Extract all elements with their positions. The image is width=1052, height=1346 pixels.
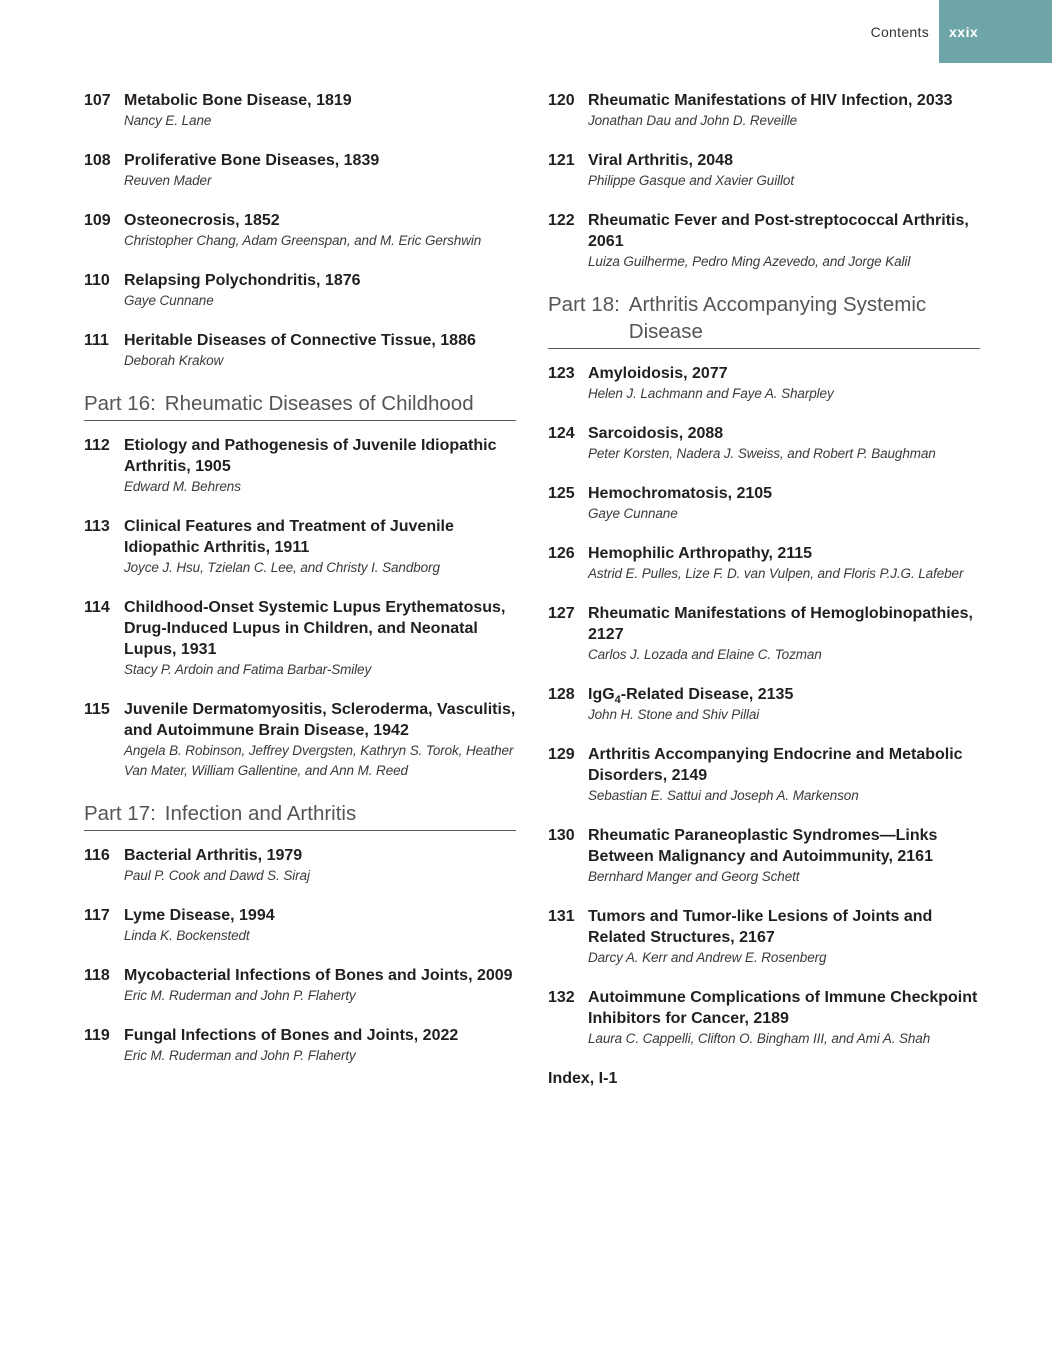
toc-entry[interactable] <box>84 270 516 311</box>
chapter-authors: Helen J. Lachmann and Faye A. Sharpley <box>588 386 834 401</box>
chapter-number: 115 <box>84 701 110 718</box>
chapter-number: 107 <box>84 92 111 109</box>
chapter-number: 117 <box>84 907 110 924</box>
chapter-number: 129 <box>548 746 575 763</box>
chapter-title[interactable]: Rheumatic Paraneoplastic Syndromes—Links Between Malignancy and Autoimmunity, 2161 <box>588 827 938 865</box>
chapter-authors: Christopher Chang, Adam Greenspan, and M. Eric Gershwin <box>124 233 482 248</box>
toc-entry[interactable] <box>548 150 980 191</box>
toc-entry[interactable] <box>84 435 516 497</box>
toc-entry[interactable] <box>548 543 980 584</box>
chapter-title[interactable]: Rheumatic Manifestations of Hemoglobinopathies, 2127 <box>588 605 973 643</box>
chapter-number: 118 <box>84 967 110 984</box>
chapter-authors: Gaye Cunnane <box>124 293 214 308</box>
chapter-title[interactable]: Viral Arthritis, 2048 <box>588 152 733 169</box>
toc-index-link[interactable]: Index, I-1 <box>548 1070 618 1087</box>
chapter-title[interactable]: Autoimmune Complications of Immune Checkpoint Inhibitors for Cancer, 2189 <box>588 989 978 1027</box>
chapter-body <box>124 965 516 1006</box>
running-head: Contents <box>870 23 929 40</box>
chapter-number: 119 <box>84 1027 110 1044</box>
chapter-title[interactable]: Relapsing Polychondritis, 1876 <box>124 272 361 289</box>
chapter-body <box>588 603 980 665</box>
chapter-title[interactable]: Heritable Diseases of Connective Tissue, 1886 <box>124 332 476 349</box>
chapter-number: 121 <box>548 152 575 169</box>
chapter-number: 122 <box>548 212 575 229</box>
chapter-title[interactable]: Fungal Infections of Bones and Joints, 2022 <box>124 1027 459 1044</box>
part-heading <box>548 291 980 349</box>
chapter-authors: Paul P. Cook and Dawd S. Siraj <box>124 868 310 883</box>
chapter-body <box>124 150 516 191</box>
toc-entry[interactable] <box>548 987 980 1049</box>
chapter-title[interactable]: Sarcoidosis, 2088 <box>588 425 724 442</box>
chapter-title-suffix: -Related Disease, 2135 <box>620 686 794 703</box>
chapter-authors: Jonathan Dau and John D. Reveille <box>588 113 798 128</box>
chapter-body <box>588 543 980 584</box>
chapter-authors: Joyce J. Hsu, Tzielan C. Lee, and Christy I. Sandborg <box>124 560 440 575</box>
part-title: Infection and Arthritis <box>164 802 357 825</box>
chapter-title-prefix: IgG <box>588 686 615 703</box>
toc-entry[interactable] <box>84 699 516 781</box>
chapter-number: 123 <box>548 365 575 382</box>
chapter-authors: Eric M. Ruderman and John P. Flaherty <box>124 988 356 1003</box>
chapter-authors: Bernhard Manger and Georg Schett <box>588 869 800 884</box>
toc-entry[interactable] <box>84 210 516 251</box>
chapter-authors: Luiza Guilherme, Pedro Ming Azevedo, and Jorge Kalil <box>588 254 911 269</box>
chapter-title[interactable]: Metabolic Bone Disease, 1819 <box>124 92 352 109</box>
chapter-number: 114 <box>84 599 110 616</box>
toc-entry[interactable] <box>84 965 516 1006</box>
chapter-body <box>124 1025 516 1066</box>
page-header <box>871 0 1052 63</box>
chapter-number: 126 <box>548 545 575 562</box>
chapter-number: 113 <box>84 518 110 535</box>
chapter-number: 128 <box>548 686 575 703</box>
chapter-body <box>124 210 516 251</box>
chapter-body <box>588 483 980 524</box>
chapter-title[interactable]: Arthritis Accompanying Endocrine and Metabolic Disorders, 2149 <box>588 746 963 784</box>
toc-entry[interactable] <box>84 845 516 886</box>
toc-entry[interactable] <box>548 744 980 806</box>
part-label: Part 17: <box>84 802 156 825</box>
chapter-body <box>124 516 516 578</box>
page-number: xxix <box>949 23 979 40</box>
toc-entry[interactable] <box>84 1025 516 1066</box>
chapter-body <box>588 744 980 806</box>
chapter-title[interactable]: Lyme Disease, 1994 <box>124 907 275 924</box>
chapter-body <box>124 435 516 497</box>
toc-entry[interactable] <box>84 597 516 680</box>
chapter-number: 108 <box>84 152 111 169</box>
chapter-authors: Reuven Mader <box>124 173 212 188</box>
toc-entry[interactable] <box>548 684 980 725</box>
chapter-number: 132 <box>548 989 575 1006</box>
toc-entry[interactable] <box>548 906 980 968</box>
chapter-number: 116 <box>84 847 110 864</box>
chapter-body <box>588 210 980 272</box>
chapter-authors: Deborah Krakow <box>124 353 224 368</box>
toc-left-column <box>84 90 516 1085</box>
chapter-title[interactable]: Osteonecrosis, 1852 <box>124 212 280 229</box>
chapter-number: 111 <box>84 332 109 349</box>
part-heading <box>84 800 516 831</box>
part-title: Rheumatic Diseases of Childhood <box>164 392 474 415</box>
chapter-title[interactable]: Rheumatic Fever and Post-streptococcal Arthritis, 2061 <box>588 212 969 250</box>
part-heading <box>84 390 516 421</box>
chapter-title[interactable]: Etiology and Pathogenesis of Juvenile Idiopathic Arthritis, 1905 <box>124 437 497 475</box>
chapter-title[interactable]: Amyloidosis, 2077 <box>588 365 728 382</box>
chapter-title[interactable]: Bacterial Arthritis, 1979 <box>124 847 303 864</box>
chapter-body <box>124 905 516 946</box>
toc-entry[interactable] <box>548 825 980 887</box>
part-label: Part 16: <box>84 392 156 415</box>
toc-entry[interactable] <box>548 363 980 404</box>
chapter-number: 125 <box>548 485 575 502</box>
chapter-title[interactable]: Hemophilic Arthropathy, 2115 <box>588 545 813 562</box>
chapter-number: 127 <box>548 605 575 622</box>
chapter-authors: Angela B. Robinson, Jeffrey Dvergsten, Kathryn S. Torok, Heather Van Mater, William Gallentine, and Ann M. Reed <box>124 743 514 778</box>
toc-entry[interactable] <box>84 905 516 946</box>
chapter-title[interactable]: Hemochromatosis, 2105 <box>588 485 773 502</box>
chapter-authors: Carlos J. Lozada and Elaine C. Tozman <box>588 647 822 662</box>
chapter-body <box>588 90 980 131</box>
chapter-authors: Linda K. Bockenstedt <box>124 928 250 943</box>
chapter-authors: Peter Korsten, Nadera J. Sweiss, and Robert P. Baughman <box>588 446 936 461</box>
toc-entry[interactable] <box>548 90 980 131</box>
chapter-title[interactable]: Mycobacterial Infections of Bones and Joints, 2009 <box>124 967 513 984</box>
toc-entry[interactable] <box>84 150 516 191</box>
chapter-title[interactable]: Juvenile Dermatomyositis, Scleroderma, Vasculitis, and Autoimmune Brain Disease, 1942 <box>124 701 516 739</box>
toc-entry[interactable] <box>548 483 980 524</box>
toc-right-column <box>548 90 980 1089</box>
chapter-body <box>124 597 516 680</box>
chapter-authors: Edward M. Behrens <box>124 479 241 494</box>
chapter-body <box>588 825 980 887</box>
chapter-authors: Stacy P. Ardoin and Fatima Barbar-Smiley <box>124 662 372 677</box>
chapter-body <box>588 987 980 1049</box>
chapter-authors: John H. Stone and Shiv Pillai <box>588 707 760 722</box>
toc-entry[interactable] <box>548 210 980 272</box>
toc-entry[interactable] <box>84 516 516 578</box>
chapter-title-subscript: 4 <box>614 694 621 707</box>
chapter-body <box>124 90 516 131</box>
chapter-body <box>588 684 980 725</box>
chapter-title[interactable]: Clinical Features and Treatment of Juvenile Idiopathic Arthritis, 1911 <box>124 518 454 556</box>
page-number-tab <box>939 0 1052 63</box>
chapter-body <box>588 150 980 191</box>
chapter-authors: Astrid E. Pulles, Lize F. D. van Vulpen, and Floris P.J.G. Lafeber <box>588 566 964 581</box>
chapter-number: 124 <box>548 425 575 442</box>
chapter-body <box>588 423 980 464</box>
chapter-body <box>124 699 516 781</box>
chapter-number: 120 <box>548 92 575 109</box>
chapter-authors: Gaye Cunnane <box>588 506 678 521</box>
chapter-authors: Laura C. Cappelli, Clifton O. Bingham III, and Ami A. Shah <box>588 1031 931 1046</box>
chapter-title[interactable]: Rheumatic Manifestations of HIV Infection, 2033 <box>588 92 953 109</box>
chapter-title[interactable]: Childhood-Onset Systemic Lupus Erythematosus, Drug-Induced Lupus in Children, and Neonatal Lupus, 1931 <box>124 599 506 658</box>
toc-entry[interactable] <box>548 603 980 665</box>
chapter-body <box>588 906 980 968</box>
chapter-title[interactable]: Proliferative Bone Diseases, 1839 <box>124 152 380 169</box>
chapter-number: 109 <box>84 212 111 229</box>
chapter-body <box>588 363 980 404</box>
part-label: Part 18: <box>548 293 620 316</box>
chapter-body <box>124 845 516 886</box>
chapter-body <box>124 330 516 371</box>
chapter-number: 112 <box>84 437 110 454</box>
chapter-title[interactable]: Tumors and Tumor-like Lesions of Joints and Related Structures, 2167 <box>588 908 933 946</box>
toc-entry[interactable] <box>84 90 516 131</box>
toc-entry[interactable] <box>84 330 516 371</box>
chapter-authors: Philippe Gasque and Xavier Guillot <box>588 173 794 188</box>
chapter-title[interactable] <box>588 684 980 705</box>
chapter-authors: Nancy E. Lane <box>124 113 212 128</box>
chapter-number: 110 <box>84 272 110 289</box>
toc-entry[interactable] <box>548 423 980 464</box>
chapter-authors: Darcy A. Kerr and Andrew E. Rosenberg <box>588 950 827 965</box>
part-title: Arthritis Accompanying Systemic Disease <box>628 293 927 343</box>
chapter-body <box>124 270 516 311</box>
chapter-number: 131 <box>548 908 575 925</box>
chapter-number: 130 <box>548 827 575 844</box>
chapter-authors: Sebastian E. Sattui and Joseph A. Markenson <box>588 788 859 803</box>
chapter-authors: Eric M. Ruderman and John P. Flaherty <box>124 1048 356 1063</box>
